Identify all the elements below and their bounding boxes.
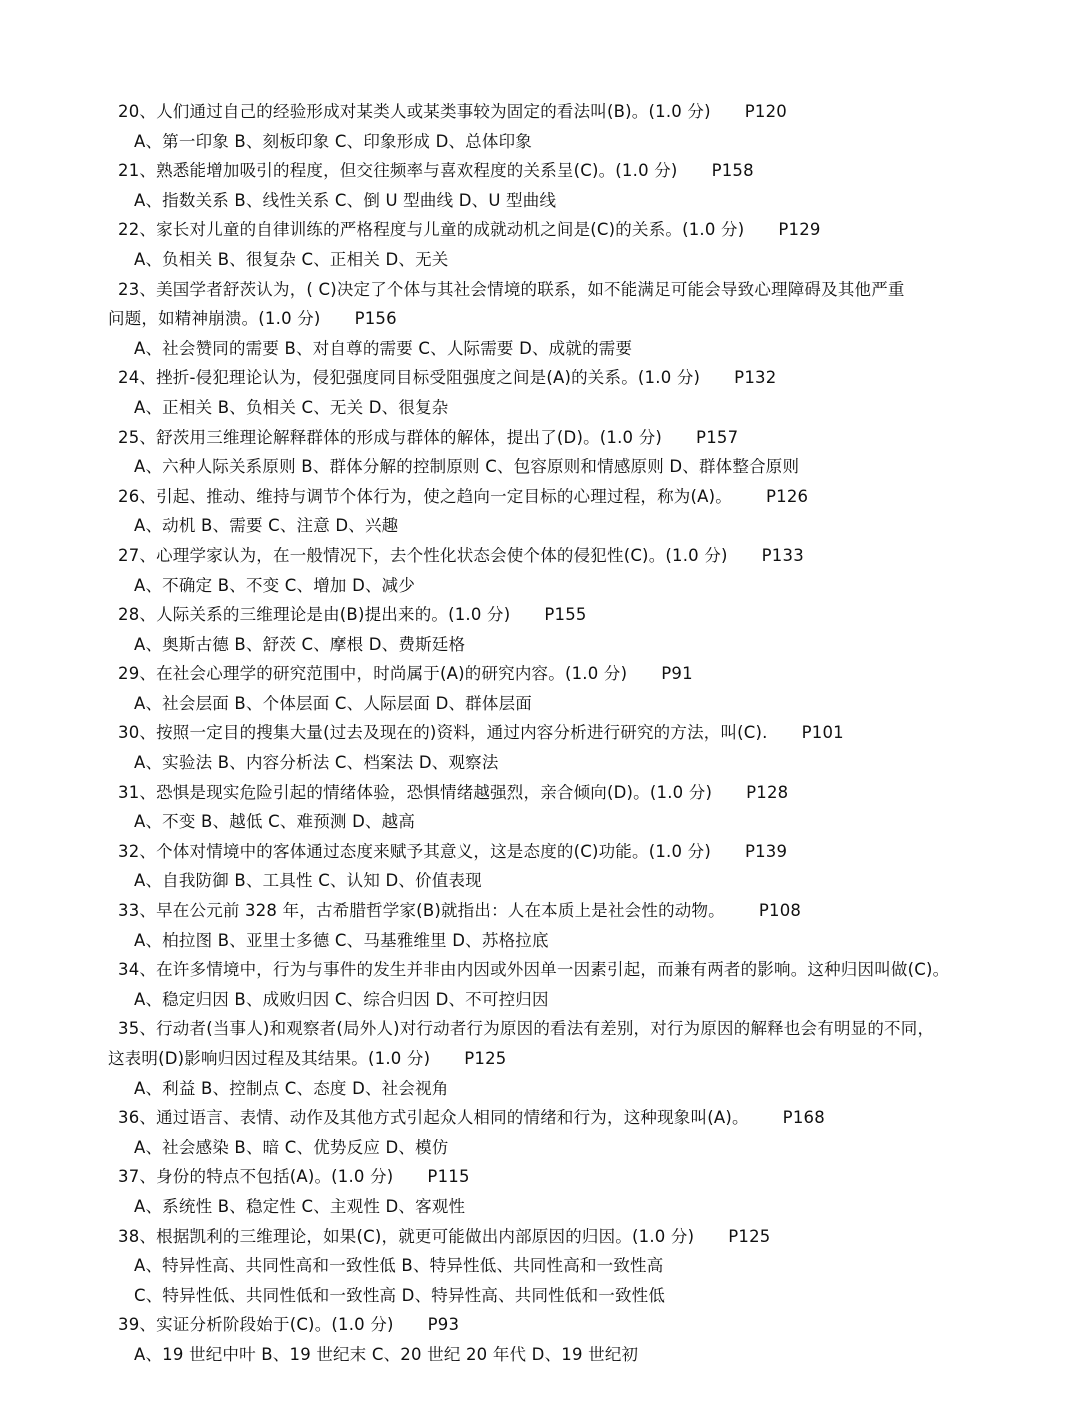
page-reference: P93 — [427, 1315, 460, 1335]
question-options: A、利益 B、控制点 C、态度 D、社会视角 — [134, 1078, 449, 1098]
page-reference: P108 — [758, 901, 802, 921]
question-options: A、第一印象 B、刻板印象 C、印象形成 D、总体印象 — [134, 131, 532, 151]
question-stem — [108, 600, 958, 630]
page-reference: P126 — [765, 486, 809, 506]
question-stem — [108, 837, 958, 867]
page-reference: P132 — [734, 368, 777, 388]
question-stem — [108, 778, 958, 808]
question-stem — [108, 363, 958, 393]
stem-text: 21、熟悉能增加吸引的程度，但交往频率与喜欢程度的关系呈(C)。(1.0 分) — [118, 161, 678, 181]
page-reference: P128 — [746, 782, 789, 802]
stem-text: 27、心理学家认为，在一般情况下，去个性化状态会使个体的侵犯性(C)。(1.0 分) — [118, 545, 728, 565]
question-stem — [108, 423, 958, 453]
stem-text: 39、实证分析阶段始于(C)。(1.0 分) — [118, 1315, 394, 1335]
question-options: C、特异性低、共同性低和一致性高 D、特异性高、共同性低和一致性低 — [134, 1285, 666, 1305]
question-stem — [108, 1310, 958, 1340]
question-list — [108, 97, 958, 1370]
question-stem-continued — [108, 1044, 958, 1074]
stem-text: 37、身份的特点不包括(A)。(1.0 分) — [118, 1167, 394, 1187]
question-stem: 35、行动者(当事人)和观察者(局外人)对行动者行为原因的看法有差别，对行为原因的解释也会有明显的不同， — [118, 1019, 935, 1039]
question-stem — [108, 1103, 958, 1133]
page-reference: P168 — [782, 1108, 825, 1128]
page-reference: P156 — [354, 309, 397, 329]
question-stem — [108, 97, 958, 127]
question-options: A、动机 B、需要 C、注意 D、兴趣 — [134, 516, 399, 536]
stem-text: 问题，如精神崩溃。(1.0 分) — [108, 309, 321, 329]
question-stem-continued — [108, 304, 958, 334]
stem-text: 24、挫折-侵犯理论认为，侵犯强度同目标受阻强度之间是(A)的关系。(1.0 分) — [118, 368, 701, 388]
stem-text: 31、恐惧是现实危险引起的情绪体验，恐惧情绪越强烈，亲合倾向(D)。(1.0 分) — [118, 782, 713, 802]
question-options: A、负相关 B、很复杂 C、正相关 D、无关 — [134, 249, 449, 269]
question-stem: 23、美国学者舒茨认为，( C)决定了个体与其社会情境的联系，如不能满足可能会导致心理障碍及其他严重 — [118, 279, 905, 299]
page-reference: P120 — [744, 102, 787, 121]
page-reference: P133 — [761, 545, 804, 565]
question-stem — [108, 659, 958, 689]
page-reference: P158 — [711, 161, 754, 181]
stem-text: 32、个体对情境中的客体通过态度来赋予其意义，这是态度的(C)功能。(1.0 分) — [118, 841, 711, 861]
page-reference: P125 — [728, 1226, 771, 1246]
stem-text: 22、家长对儿童的自律训练的严格程度与儿童的成就动机之间是(C)的关系。(1.0 分) — [118, 220, 745, 240]
question-options: A、社会感染 B、暗 C、优势反应 D、模仿 — [134, 1137, 449, 1157]
stem-text: 38、根据凯利的三维理论，如果(C)，就更可能做出内部原因的归因。(1.0 分) — [118, 1226, 695, 1246]
page-reference: P101 — [801, 723, 844, 743]
question-options: A、19 世纪中叶 B、19 世纪末 C、20 世纪 20 年代 D、19 世纪初 — [134, 1344, 639, 1364]
question-options: A、社会赞同的需要 B、对自尊的需要 C、人际需要 D、成就的需要 — [134, 338, 633, 358]
question-stem — [108, 896, 958, 926]
question-options: A、自我防御 B、工具性 C、认知 D、价值表现 — [134, 871, 482, 891]
stem-text: 25、舒茨用三维理论解释群体的形成与群体的解体，提出了(D)。(1.0 分) — [118, 427, 663, 447]
question-options: A、实验法 B、内容分析法 C、档案法 D、观察法 — [134, 753, 499, 773]
stem-text: 30、按照一定目的搜集大量(过去及现在的)资料，通过内容分析进行研究的方法，叫(C). — [118, 723, 768, 743]
question-options: A、六种人际关系原则 B、群体分解的控制原则 C、包容原则和情感原则 D、群体整合原则 — [134, 457, 800, 477]
question-stem — [108, 718, 958, 748]
question-options: A、奥斯古德 B、舒茨 C、摩根 D、费斯廷格 — [134, 634, 466, 654]
question-options: A、不变 B、越低 C、难预测 D、越高 — [134, 812, 416, 832]
question-stem — [108, 482, 958, 512]
page-reference: P157 — [696, 427, 739, 447]
question-options: A、系统性 B、稳定性 C、主观性 D、客观性 — [134, 1196, 466, 1216]
stem-text: 这表明(D)影响归因过程及其结果。(1.0 分) — [108, 1049, 431, 1068]
question-stem — [108, 215, 958, 245]
stem-text: 20、人们通过自己的经验形成对某类人或某类事较为固定的看法叫(B)。(1.0 分) — [118, 102, 711, 121]
question-options: A、稳定归因 B、成败归因 C、综合归因 D、不可控归因 — [134, 989, 549, 1009]
question-options: A、特异性高、共同性高和一致性低 B、特异性低、共同性高和一致性高 — [134, 1256, 664, 1276]
question-stem — [108, 1222, 958, 1252]
stem-text: 26、引起、推动、维持与调节个体行为，使之趋向一定目标的心理过程，称为(A)。 — [118, 486, 732, 506]
question-stem — [108, 156, 958, 186]
question-stem — [108, 1162, 958, 1192]
page-reference: P155 — [544, 605, 587, 625]
page-reference: P91 — [661, 664, 693, 684]
page-reference: P125 — [464, 1049, 507, 1068]
question-options: A、柏拉图 B、亚里士多德 C、马基雅维里 D、苏格拉底 — [134, 930, 549, 950]
stem-text: 36、通过语言、表情、动作及其他方式引起众人相同的情绪和行为，这种现象叫(A)。 — [118, 1108, 749, 1128]
question-stem: 34、在许多情境中，行为与事件的发生并非由内因或外因单一因素引起，而兼有两者的影响。这种归因叫做(C)。 — [118, 960, 950, 980]
question-options: A、指数关系 B、线性关系 C、倒 U 型曲线 D、U 型曲线 — [134, 190, 557, 210]
page-reference: P139 — [744, 841, 788, 861]
page-reference: P129 — [778, 220, 821, 240]
stem-text: 33、早在公元前 328 年，古希腊哲学家(B)就指出：人在本质上是社会性的动物。 — [118, 901, 725, 921]
question-options: A、社会层面 B、个体层面 C、人际层面 D、群体层面 — [134, 693, 532, 713]
stem-text: 29、在社会心理学的研究范围中，时尚属于(A)的研究内容。(1.0 分) — [118, 664, 628, 684]
question-stem — [108, 541, 958, 571]
page-reference: P115 — [427, 1167, 470, 1187]
stem-text: 28、人际关系的三维理论是由(B)提出来的。(1.0 分) — [118, 605, 511, 625]
question-options: A、正相关 B、负相关 C、无关 D、很复杂 — [134, 397, 449, 417]
question-options: A、不确定 B、不变 C、增加 D、减少 — [134, 575, 416, 595]
